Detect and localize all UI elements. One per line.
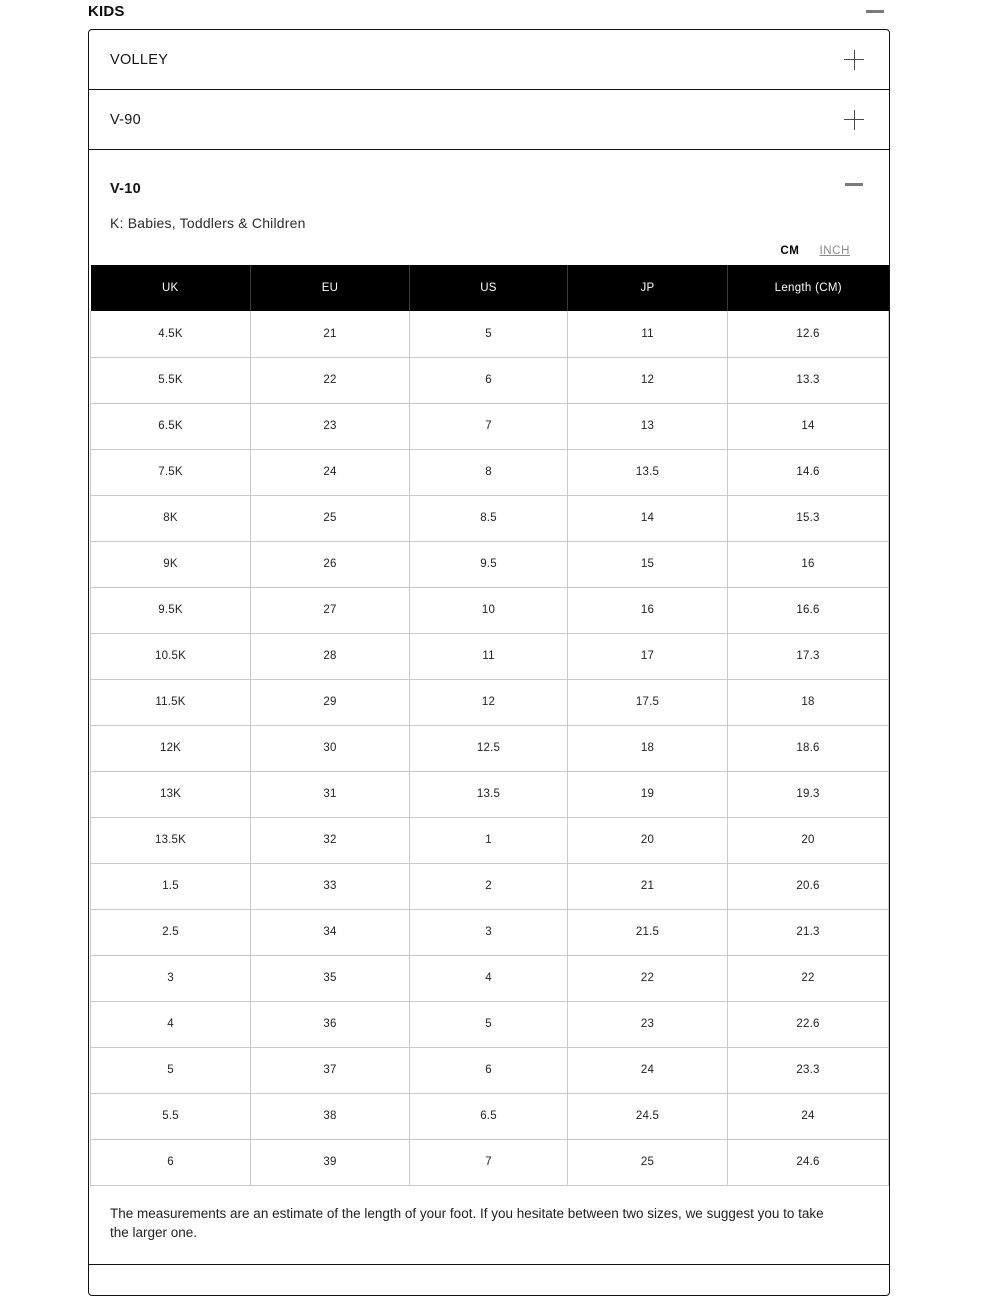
table-cell-jp: 22 bbox=[568, 955, 728, 1001]
table-cell-jp: 19 bbox=[568, 771, 728, 817]
table-cell-length-cm: 15.3 bbox=[728, 495, 889, 541]
page-title: KIDS bbox=[88, 2, 125, 20]
table-cell-us: 11 bbox=[410, 633, 568, 679]
table-cell-eu: 25 bbox=[251, 495, 410, 541]
column-header-length: Length (CM) bbox=[728, 265, 889, 311]
table-cell-jp: 13.5 bbox=[568, 449, 728, 495]
column-header-us: US bbox=[410, 265, 568, 311]
table-cell-uk: 4.5K bbox=[91, 311, 251, 357]
table-cell-length-cm: 22 bbox=[728, 955, 889, 1001]
table-cell-eu: 39 bbox=[251, 1139, 410, 1185]
table-cell-length-cm: 24 bbox=[728, 1093, 889, 1139]
table-row bbox=[91, 1001, 889, 1047]
table-cell-uk: 12K bbox=[91, 725, 251, 771]
table-cell-eu: 33 bbox=[251, 863, 410, 909]
plus-icon[interactable] bbox=[841, 47, 867, 73]
table-cell-uk: 9.5K bbox=[91, 587, 251, 633]
table-cell-length-cm: 18.6 bbox=[728, 725, 889, 771]
table-cell-jp: 21.5 bbox=[568, 909, 728, 955]
table-row bbox=[91, 311, 889, 357]
table-cell-uk: 6 bbox=[91, 1139, 251, 1185]
table-cell-eu: 24 bbox=[251, 449, 410, 495]
accordion-header-v10[interactable] bbox=[89, 150, 889, 203]
table-cell-us: 6.5 bbox=[410, 1093, 568, 1139]
accordion-header-volley[interactable] bbox=[89, 30, 889, 89]
minus-icon[interactable] bbox=[862, 0, 888, 24]
table-cell-eu: 21 bbox=[251, 311, 410, 357]
table-row bbox=[91, 541, 889, 587]
table-cell-uk: 3 bbox=[91, 955, 251, 1001]
table-cell-eu: 30 bbox=[251, 725, 410, 771]
table-cell-length-cm: 24.6 bbox=[728, 1139, 889, 1185]
minus-glyph bbox=[862, 0, 888, 24]
table-row bbox=[91, 633, 889, 679]
table-cell-uk: 4 bbox=[91, 1001, 251, 1047]
table-cell-length-cm: 19.3 bbox=[728, 771, 889, 817]
table-cell-us: 7 bbox=[410, 403, 568, 449]
table-cell-uk: 10.5K bbox=[91, 633, 251, 679]
table-cell-us: 12 bbox=[410, 679, 568, 725]
table-cell-uk: 13K bbox=[91, 771, 251, 817]
column-header-uk: UK bbox=[91, 265, 251, 311]
table-cell-jp: 24 bbox=[568, 1047, 728, 1093]
table-cell-us: 6 bbox=[410, 357, 568, 403]
table-row bbox=[91, 587, 889, 633]
table-cell-eu: 27 bbox=[251, 587, 410, 633]
table-cell-jp: 14 bbox=[568, 495, 728, 541]
unit-toggle bbox=[110, 245, 868, 257]
table-cell-us: 3 bbox=[410, 909, 568, 955]
table-cell-length-cm: 18 bbox=[728, 679, 889, 725]
table-cell-jp: 15 bbox=[568, 541, 728, 587]
size-conversion-table bbox=[90, 265, 889, 1186]
table-cell-eu: 29 bbox=[251, 679, 410, 725]
table-row bbox=[91, 495, 889, 541]
table-body bbox=[91, 311, 889, 1185]
table-cell-eu: 32 bbox=[251, 817, 410, 863]
plus-glyph bbox=[841, 47, 867, 73]
table-cell-length-cm: 20 bbox=[728, 817, 889, 863]
table-row bbox=[91, 1093, 889, 1139]
accordion-header-v90[interactable] bbox=[89, 90, 889, 149]
table-cell-length-cm: 20.6 bbox=[728, 863, 889, 909]
table-row bbox=[91, 679, 889, 725]
table-cell-length-cm: 16.6 bbox=[728, 587, 889, 633]
table-cell-length-cm: 16 bbox=[728, 541, 889, 587]
table-cell-length-cm: 14 bbox=[728, 403, 889, 449]
table-cell-length-cm: 17.3 bbox=[728, 633, 889, 679]
table-cell-us: 1 bbox=[410, 817, 568, 863]
table-cell-us: 4 bbox=[410, 955, 568, 1001]
accordion-body-v10 bbox=[89, 215, 889, 1242]
table-row bbox=[91, 909, 889, 955]
model-accordion bbox=[88, 29, 890, 1296]
table-cell-eu: 35 bbox=[251, 955, 410, 1001]
table-cell-uk: 1.5 bbox=[91, 863, 251, 909]
table-cell-eu: 31 bbox=[251, 771, 410, 817]
table-cell-jp: 20 bbox=[568, 817, 728, 863]
table-cell-us: 8.5 bbox=[410, 495, 568, 541]
table-cell-jp: 13 bbox=[568, 403, 728, 449]
table-cell-length-cm: 13.3 bbox=[728, 357, 889, 403]
table-cell-eu: 28 bbox=[251, 633, 410, 679]
table-cell-eu: 36 bbox=[251, 1001, 410, 1047]
accordion-item-v90 bbox=[89, 90, 889, 150]
table-cell-uk: 9K bbox=[91, 541, 251, 587]
table-row bbox=[91, 403, 889, 449]
accordion-item-v10 bbox=[89, 150, 889, 1265]
table-cell-uk: 5.5K bbox=[91, 357, 251, 403]
table-cell-uk: 5 bbox=[91, 1047, 251, 1093]
table-cell-eu: 23 bbox=[251, 403, 410, 449]
table-header-row bbox=[91, 265, 889, 311]
accordion-label: VOLLEY bbox=[110, 51, 169, 68]
measurement-note: The measurements are an estimate of the length of your foot. If you hesitate between two sizes, we suggest you to take the larger one. bbox=[110, 1205, 824, 1240]
column-header-jp: JP bbox=[568, 265, 728, 311]
table-cell-us: 10 bbox=[410, 587, 568, 633]
table-cell-jp: 11 bbox=[568, 311, 728, 357]
table-cell-jp: 21 bbox=[568, 863, 728, 909]
table-cell-uk: 2.5 bbox=[91, 909, 251, 955]
table-cell-uk: 11.5K bbox=[91, 679, 251, 725]
table-cell-us: 5 bbox=[410, 1001, 568, 1047]
table-cell-length-cm: 12.6 bbox=[728, 311, 889, 357]
unit-inch-button[interactable]: INCH bbox=[819, 245, 850, 257]
table-row bbox=[91, 1139, 889, 1185]
table-cell-eu: 38 bbox=[251, 1093, 410, 1139]
accordion-label: V-90 bbox=[110, 111, 142, 128]
table-cell-jp: 18 bbox=[568, 725, 728, 771]
table-cell-eu: 22 bbox=[251, 357, 410, 403]
minus-glyph bbox=[841, 171, 867, 197]
table-cell-eu: 26 bbox=[251, 541, 410, 587]
table-cell-us: 13.5 bbox=[410, 771, 568, 817]
table-cell-uk: 6.5K bbox=[91, 403, 251, 449]
table-cell-us: 9.5 bbox=[410, 541, 568, 587]
table-cell-length-cm: 21.3 bbox=[728, 909, 889, 955]
table-cell-us: 8 bbox=[410, 449, 568, 495]
table-row bbox=[91, 955, 889, 1001]
column-header-eu: EU bbox=[251, 265, 410, 311]
table-row bbox=[91, 817, 889, 863]
table-cell-us: 12.5 bbox=[410, 725, 568, 771]
table-cell-jp: 17.5 bbox=[568, 679, 728, 725]
plus-glyph bbox=[841, 107, 867, 133]
unit-cm-button[interactable]: CM bbox=[780, 245, 800, 257]
table-cell-length-cm: 22.6 bbox=[728, 1001, 889, 1047]
table-cell-eu: 37 bbox=[251, 1047, 410, 1093]
table-row bbox=[91, 357, 889, 403]
accordion-header-next[interactable] bbox=[89, 1265, 889, 1295]
table-cell-us: 5 bbox=[410, 311, 568, 357]
table-cell-us: 6 bbox=[410, 1047, 568, 1093]
table-cell-uk: 5.5 bbox=[91, 1093, 251, 1139]
table-row bbox=[91, 771, 889, 817]
table-cell-uk: 8K bbox=[91, 495, 251, 541]
size-chart-subtitle: K: Babies, Toddlers & Children bbox=[110, 215, 306, 231]
table-row bbox=[91, 863, 889, 909]
minus-icon[interactable] bbox=[841, 171, 867, 197]
plus-icon[interactable] bbox=[841, 107, 867, 133]
table-cell-us: 2 bbox=[410, 863, 568, 909]
table-cell-length-cm: 14.6 bbox=[728, 449, 889, 495]
table-row bbox=[91, 725, 889, 771]
table-cell-jp: 12 bbox=[568, 357, 728, 403]
table-cell-uk: 13.5K bbox=[91, 817, 251, 863]
table-cell-jp: 25 bbox=[568, 1139, 728, 1185]
kids-group-header[interactable] bbox=[88, 0, 888, 28]
table-cell-jp: 16 bbox=[568, 587, 728, 633]
table-cell-uk: 7.5K bbox=[91, 449, 251, 495]
table-cell-length-cm: 23.3 bbox=[728, 1047, 889, 1093]
table-row bbox=[91, 449, 889, 495]
table-cell-jp: 17 bbox=[568, 633, 728, 679]
table-row bbox=[91, 1047, 889, 1093]
table-cell-us: 7 bbox=[410, 1139, 568, 1185]
accordion-item-next bbox=[89, 1265, 889, 1295]
accordion-item-volley bbox=[89, 30, 889, 90]
table-cell-jp: 23 bbox=[568, 1001, 728, 1047]
table-cell-jp: 24.5 bbox=[568, 1093, 728, 1139]
table-cell-eu: 34 bbox=[251, 909, 410, 955]
accordion-label: V-10 bbox=[110, 181, 142, 197]
